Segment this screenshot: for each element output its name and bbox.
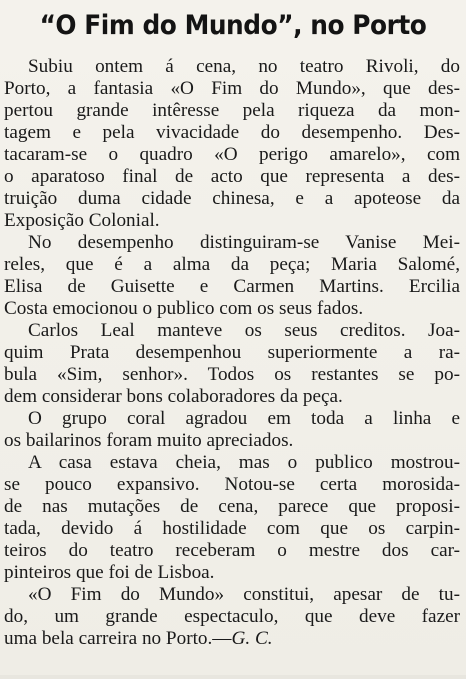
article-line — [4, 386, 460, 408]
article-line — [4, 342, 460, 364]
author-signature: G. C. — [231, 628, 273, 649]
article-line — [4, 562, 460, 584]
article-line-text: Exposição Colonial. — [4, 210, 160, 231]
article-line-text: A casa estava cheia, mas o publico mostrou- — [28, 452, 460, 473]
bottom-rule — [0, 675, 466, 679]
article-line-text: dem considerar bons colaboradores da peça. — [4, 386, 343, 407]
article-line — [4, 232, 460, 254]
article-line — [4, 188, 460, 210]
article-line — [4, 210, 460, 232]
article-line-text: «O Fim do Mundo» constitui, apesar de tu- — [28, 584, 460, 605]
article-line-text: uma bela carreira no Porto.— — [4, 628, 232, 649]
article-line — [4, 78, 460, 100]
article-line — [4, 144, 460, 166]
article-line — [4, 408, 460, 430]
article-body — [4, 56, 460, 650]
article-line — [4, 166, 460, 188]
article-line-text: Subiu ontem á cena, no teatro Rivoli, do — [28, 56, 460, 77]
article-line — [4, 540, 460, 562]
article-headline: “O Fim do Mundo”, no Porto — [39, 10, 427, 41]
article-line-text: Elisa de Guisette e Carmen Martins. Ercilia — [4, 276, 460, 297]
article-line — [4, 430, 460, 452]
article-line — [4, 584, 460, 606]
article-line — [4, 100, 460, 122]
article-line-text: truição duma cidade chinesa, e a apoteose da — [4, 188, 460, 209]
article-line — [4, 452, 460, 474]
article-line-text: Costa emocionou o publico com os seus fados. — [4, 298, 364, 319]
article-line — [4, 606, 460, 628]
article-line-text: os bailarinos foram muito apreciados. — [4, 430, 294, 451]
article-line-text: bula «Sim, senhor». Todos os restantes se po- — [4, 364, 460, 385]
article-line — [4, 56, 460, 78]
article-line — [4, 518, 460, 540]
article-line — [4, 474, 460, 496]
article-line-text: reles, que é a alma da peça; Maria Salomé, — [4, 254, 460, 275]
article-line-text: tagem e pela vivacidade do desempenho. Des- — [4, 122, 460, 143]
article-line — [4, 628, 460, 650]
article-line-text: quim Prata desempenhou superiormente a ra- — [4, 342, 460, 363]
article-line-text: Carlos Leal manteve os seus creditos. Joa- — [28, 320, 460, 341]
article-line-text: Porto, a fantasia «O Fim do Mundo», que des- — [4, 78, 460, 99]
article-line — [4, 320, 460, 342]
article-line — [4, 122, 460, 144]
article-line — [4, 298, 460, 320]
article-line-text: tacaram-se o quadro «O perigo amarelo», com — [4, 144, 460, 165]
article-line-text: o aparatoso final de acto que representa a des- — [4, 166, 460, 187]
article-line-text: de nas mutações de cena, parece que proposi- — [4, 496, 460, 517]
article-line — [4, 276, 460, 298]
article-line-text: teiros do teatro receberam o mestre dos car- — [4, 540, 460, 561]
article-line-text: se pouco expansivo. Notou-se certa morosida- — [4, 474, 460, 495]
article-line-text: pertou grande intêresse pela riqueza da mon- — [4, 100, 460, 121]
article-line-text: No desempenho distinguiram-se Vanise Mei- — [28, 232, 460, 253]
article-line — [4, 254, 460, 276]
article-line — [4, 364, 460, 386]
article-line-text: do, um grande espectaculo, que deve fazer — [4, 606, 460, 627]
article-line — [4, 496, 460, 518]
article-line-text: tada, devido á hostilidade com que os carpin- — [4, 518, 460, 539]
article-line-text: O grupo coral agradou em toda a linha e — [28, 408, 460, 429]
article-line-text: pinteiros que foi de Lisboa. — [4, 562, 215, 583]
